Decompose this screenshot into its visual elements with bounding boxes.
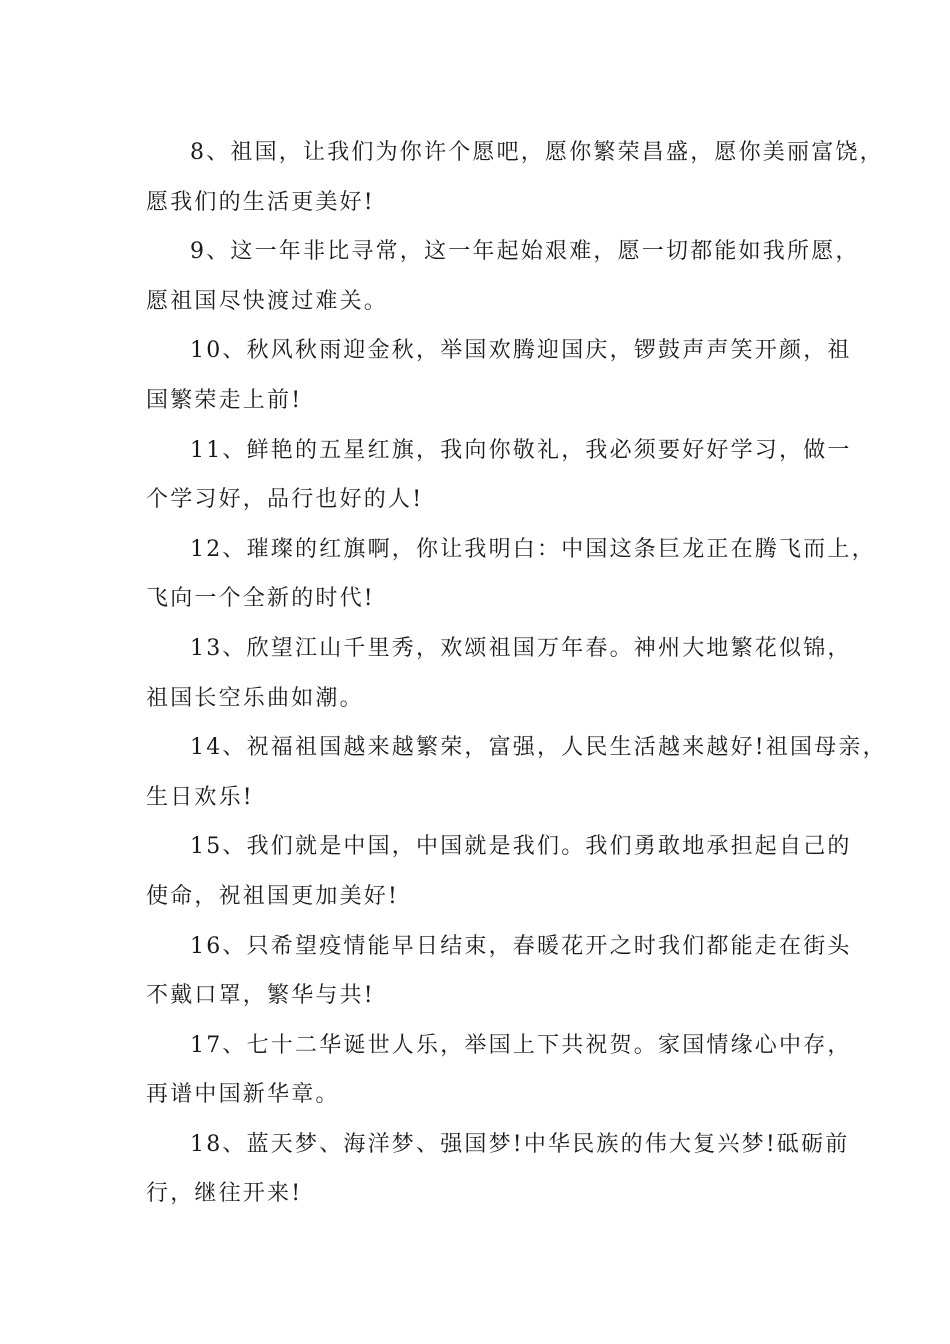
paragraph-line: 愿祖国尽快渡过难关。 [146,288,389,314]
paragraph-line: 生日欢乐! [146,784,254,810]
paragraph-line: 10、秋风秋雨迎金秋，举国欢腾迎国庆，锣鼓声声笑开颜，祖 [190,338,852,364]
paragraph-10 [146,326,852,425]
paragraph-8 [146,128,884,227]
paragraph-line: 14、祝福祖国越来越繁荣，富强，人民生活越来越好!祖国母亲， [190,735,887,761]
paragraph-line: 8、祖国，让我们为你许个愿吧，愿你繁荣昌盛，愿你美丽富饶， [190,140,884,165]
paragraph-line: 行，继往开来! [146,1181,303,1207]
paragraph-line: 再谱中国新华章。 [146,1082,340,1108]
paragraph-line: 国繁荣走上前! [146,387,303,413]
paragraph-18 [146,1120,850,1219]
paragraph-14 [146,723,887,822]
paragraph-line: 愿我们的生活更美好! [146,189,375,215]
paragraph-line: 个学习好，品行也好的人! [146,487,424,513]
paragraph-line: 飞向一个全新的时代! [146,586,375,612]
paragraph-line: 15、我们就是中国，中国就是我们。我们勇敢地承担起自己的 [190,834,852,860]
paragraph-line: 16、只希望疫情能早日结束，春暖花开之时我们都能走在街头 [190,933,852,959]
paragraph-9 [146,227,860,326]
paragraph-line: 11、鲜艳的五星红旗，我向你敬礼，我必须要好好学习，做一 [190,437,852,463]
paragraph-13 [146,624,852,723]
paragraph-line: 18、蓝天梦、海洋梦、强国梦!中华民族的伟大复兴梦!砥砺前 [190,1131,850,1157]
paragraph-line: 祖国长空乐曲如潮。 [146,685,364,711]
paragraph-line: 使命，祝祖国更加美好! [146,883,400,909]
paragraph-line: 12、璀璨的红旗啊，你让我明白：中国这条巨龙正在腾飞而上， [190,536,876,562]
paragraph-line: 不戴口罩，繁华与共! [146,983,375,1009]
document-body [146,128,887,1219]
paragraph-12 [146,525,876,624]
paragraph-line: 13、欣望江山千里秀，欢颂祖国万年春。神州大地繁花似锦， [190,635,852,661]
paragraph-11 [146,426,852,525]
paragraph-line: 9、这一年非比寻常，这一年起始艰难，愿一切都能如我所愿， [190,239,860,265]
paragraph-15 [146,822,852,921]
paragraph-line: 17、七十二华诞世人乐，举国上下共祝贺。家国情缘心中存， [190,1032,852,1058]
paragraph-16 [146,922,852,1021]
paragraph-17 [146,1021,852,1120]
